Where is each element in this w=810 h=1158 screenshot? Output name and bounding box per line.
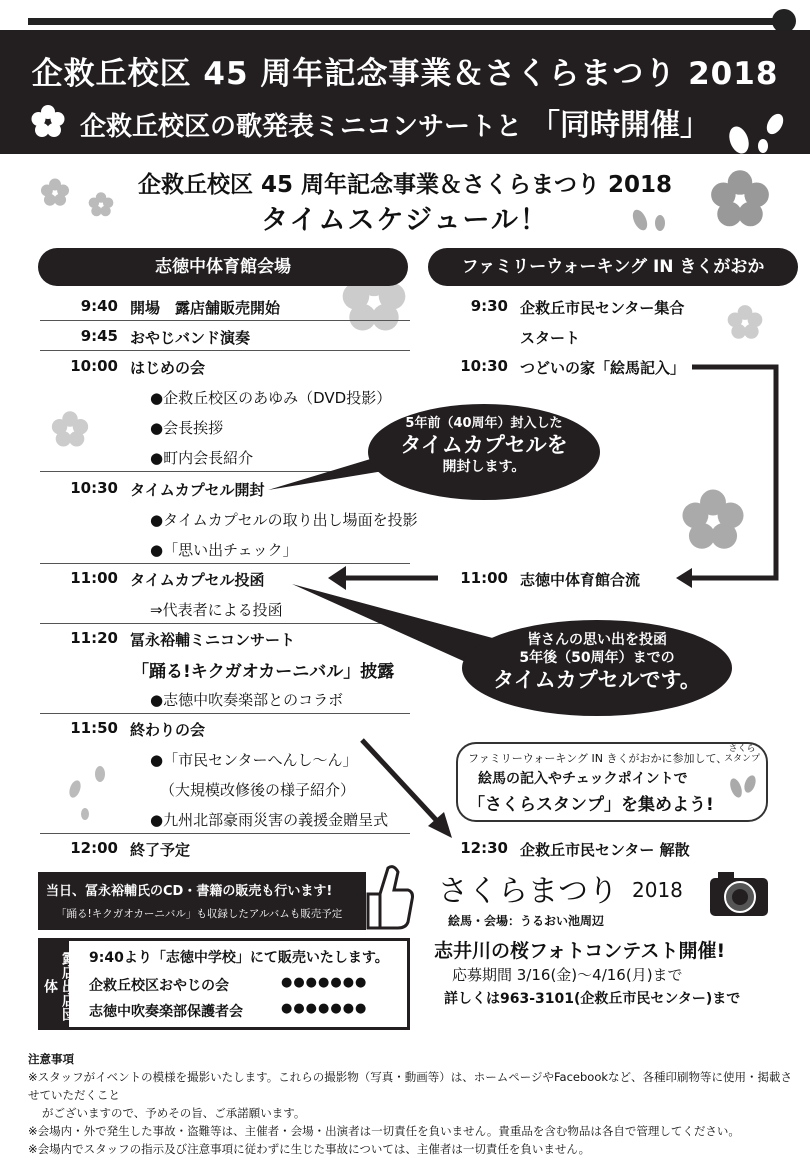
notes-heading: 注意事項 <box>28 1052 74 1066</box>
arrow-head-icon <box>676 568 692 588</box>
row-text: 終わりの会 <box>130 721 206 739</box>
stamp-label: さくら スタンプ <box>724 744 761 764</box>
sub-item: ●九州北部豪雨災害の義援金贈呈式 <box>150 811 389 829</box>
sub-item: ●「市民センターへんし〜ん」 <box>150 751 358 769</box>
sakura-year: 2018 <box>632 878 683 902</box>
header-subtitle-text: 企救丘校区の歌発表ミニコンサートと <box>80 112 523 142</box>
cd-line1: 当日、冨永裕輔氏のCD・書籍の販売も行います! <box>46 884 333 899</box>
cd-line2: 「踊る!キクガオカーニバル」も収録したアルバムも販売予定 <box>56 908 343 920</box>
sub-item: ●志徳中吹奏楽部とのコラボ <box>150 691 344 709</box>
cd-sales-banner <box>38 872 366 930</box>
stall-side-label <box>41 941 76 1027</box>
row-time: 9:40 <box>80 297 118 315</box>
row-text: はじめの会 <box>130 359 206 377</box>
bubble-line: 開封します。 <box>442 458 526 475</box>
bubble-line: 5年前（40周年）封入した <box>405 416 563 431</box>
stall-dots: ●●●●●●● <box>281 975 368 990</box>
left-column-heading: 志徳中体育館会場 <box>38 248 408 286</box>
sub-item: ●「思い出チェック」 <box>150 541 298 559</box>
sakura-venue: 絵馬・会場：うるおい池周辺 <box>448 914 605 928</box>
stamp-callout <box>456 742 768 822</box>
bubble-line: 5年後（50周年）までの <box>519 649 675 666</box>
note-line: がございますので、予めその旨、ご承諾願います。 <box>42 1106 306 1120</box>
note-line: ※会場内でスタッフの指示及び注意事項に従わずに生じた事故については、主催者は一切責任を負いません。 <box>28 1142 591 1156</box>
row-text: タイムカプセル投函 <box>130 571 265 589</box>
row-text: 企救丘市民センター集合 <box>520 299 685 317</box>
stall-group: 企救丘校区おやじの会 <box>89 978 229 994</box>
finish-arrow-line <box>362 740 438 822</box>
stall-box <box>38 938 410 1030</box>
stall-line: 9:40より「志徳中学校」にて販売いたします。 <box>89 950 389 966</box>
sakura-title: さくらまつり <box>438 874 618 909</box>
thumbs-up-icon <box>358 860 416 932</box>
bubble-line: タイムカプセルです。 <box>493 668 701 692</box>
row-time: 11:00 <box>460 569 508 587</box>
row-time: 10:30 <box>70 479 118 497</box>
schedule-title-line2: タイムスケジュール！ <box>261 205 549 236</box>
row-text: 開場 露店舗販売開始 <box>130 299 281 317</box>
sub-item: ●町内会長紹介 <box>150 449 254 467</box>
sub-item: ●会長挨拶 <box>150 419 224 437</box>
sakura-info: 詳しくは963-3101(企救丘市民センター)まで <box>444 991 741 1007</box>
sakura-festival-box <box>434 866 780 1030</box>
stamp-line: 「さくらスタンプ」を集めよう! <box>468 795 714 815</box>
sakura-contest: 志井川の桜フォトコンテスト開催! <box>434 940 726 962</box>
row-time: 10:00 <box>70 357 118 375</box>
row-text: 冨永裕輔ミニコンサート <box>130 631 296 649</box>
camera-icon <box>708 868 770 918</box>
sub-item: ●タイムカプセルの取り出し場面を投影 <box>150 511 418 529</box>
notes-section <box>28 1050 798 1158</box>
sub-item: ⇒代表者による投函 <box>150 601 283 619</box>
stamp-line: 絵馬の記入やチェックポイントで <box>478 771 688 787</box>
row-time: 11:20 <box>70 629 118 647</box>
row-time: 9:45 <box>80 327 118 345</box>
note-line: ※会場内・外で発生した事故・盗難等は、主催者・会場・出演者は一切責任を負いません。貴重品を含む物品は各自で管理してください。 <box>28 1124 740 1138</box>
sub-item: ●企救丘校区のあゆみ（DVD投影） <box>150 389 392 407</box>
sakura-period: 応募期間 3/16(金)〜4/16(月)まで <box>452 966 683 984</box>
right-column-heading: ファミリーウォーキング IN きくがおか <box>428 248 798 286</box>
stall-side-text: 露店出店団体 <box>42 951 76 1021</box>
row-text: スタート <box>520 329 581 347</box>
stamp-petals-icon <box>726 770 760 804</box>
speech-bubble-deposit <box>462 620 732 716</box>
schedule-title-line1: 企救丘校区 45 周年記念事業＆さくらまつり 2018 <box>137 172 673 198</box>
row-text: 企救丘市民センター 解散 <box>520 841 690 859</box>
stall-dots: ●●●●●●● <box>281 1001 368 1016</box>
route-line <box>690 367 776 578</box>
row-text: おやじバンド演奏 <box>130 329 251 347</box>
note-line: ※スタッフがイベントの模様を撮影いたします。これらの撮影物（写真・動画等）は、ホームページやFacebookなど、各種印刷物等に使用・掲載させていただくこと <box>28 1070 793 1102</box>
stall-group: 志徳中吹奏楽部保護者会 <box>89 1004 243 1020</box>
row-time: 10:30 <box>460 357 508 375</box>
row-time: 11:00 <box>70 569 118 587</box>
header-title: 企救丘校区 45 周年記念事業＆さくらまつり 2018 <box>31 56 779 92</box>
sub-item: 「踊る!キクガオカーニバル」披露 <box>132 662 395 682</box>
row-text: 終了予定 <box>130 841 191 859</box>
row-text: つどいの家「絵馬記入」 <box>520 359 686 377</box>
bubble-line: タイムカプセルを <box>400 433 568 458</box>
stamp-line: ファミリーウォーキング IN きくがおかに参加して、 <box>468 752 728 765</box>
bubble-line: 皆さんの思い出を投函 <box>527 632 667 648</box>
row-time: 12:30 <box>460 839 508 857</box>
arrow-head-icon <box>328 566 346 590</box>
speech-bubble-open <box>368 404 600 500</box>
header-subtitle-highlight: 「同時開催」 <box>530 108 711 143</box>
sub-item: （大規模改修後の様子紹介） <box>160 781 356 799</box>
row-time: 9:30 <box>470 297 508 315</box>
row-time: 12:00 <box>70 839 118 857</box>
row-text: 志徳中体育館合流 <box>520 571 641 589</box>
row-text: タイムカプセル開封 <box>130 481 265 499</box>
row-time: 11:50 <box>70 719 118 737</box>
